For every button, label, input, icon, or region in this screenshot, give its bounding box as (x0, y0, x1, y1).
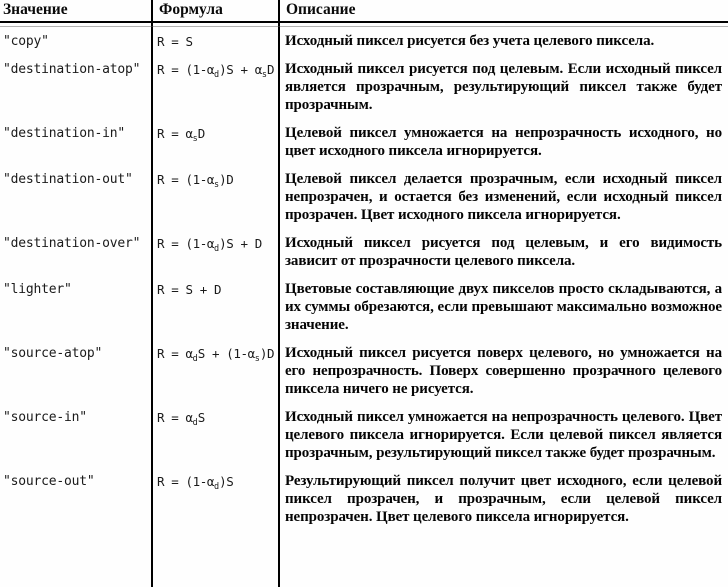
formula-subscript: d (214, 244, 220, 254)
formula-cell: $R = \alpha_dS + (1-\alpha_s)D$ (157, 346, 275, 364)
description-cell: Исходный пиксел рисуется без учета целевого пиксела. (285, 33, 655, 49)
table-header-row (0, 0, 728, 23)
table-row (0, 234, 728, 270)
value-cell: "destination-in" (3, 126, 126, 141)
value-cell: "copy" (3, 34, 49, 49)
table-body (0, 23, 728, 526)
description-cell: Исходный пиксел рисуется поверх целевого, но умножается на его непрозрачность. Поверх совершенно прозрачного целевого пиксела ничего не рисуется. (285, 345, 722, 397)
formula-subscript: d (192, 418, 198, 428)
value-cell: "source-in" (3, 410, 87, 425)
column-header-value: Значение (3, 1, 68, 18)
formula-cell: $R = (1-\alpha_d)S$ (157, 474, 234, 492)
formula-subscript: d (214, 70, 220, 80)
column-divider-2 (278, 0, 280, 587)
value-cell: "destination-over" (3, 236, 141, 251)
formula-subscript: s (261, 70, 268, 80)
description-cell: Целевой пиксел делается прозрачным, если исходный пиксел непрозрачен, и остается без изменений, если исходный пиксел прозрачен. Цвет исходного пиксела игнорируется. (285, 171, 722, 223)
description-cell: Целевой пиксел умножается на непрозрачность исходного, но цвет исходного пиксела игнорируется. (285, 125, 722, 159)
description-cell: Исходный пиксел умножается на непрозрачность целевого. Цвет целевого пиксела игнорируется. Если целевой пиксел является прозрачным, результирующий пиксел также будет прозрачным. (285, 409, 722, 461)
table-row (0, 408, 728, 462)
formula-subscript: s (214, 180, 220, 190)
value-cell: "destination-out" (3, 172, 133, 187)
formula-cell: R = S + D (157, 282, 222, 297)
value-cell: "destination-atop" (3, 62, 141, 77)
header-rule-echo (0, 26, 728, 27)
formula-cell: $R = \alpha_dS$ (157, 410, 205, 428)
description-cell: Исходный пиксел рисуется под целевым. Если исходный пиксел является прозрачным, результирующий пиксел также будет прозрачным. (285, 61, 722, 113)
formula-subscript: s (192, 134, 198, 144)
description-cell: Исходный пиксел рисуется под целевым, и его видимость зависит от прозрачности целевого пиксела. (285, 235, 722, 269)
column-header-formula: Формула (159, 1, 223, 18)
table-row (0, 170, 728, 224)
description-cell: Цветовые составляющие двух пикселов просто складываются, а их суммы обрезаются, если превышают максимально возможное значение. (285, 281, 722, 333)
formula-cell: $R = (1-\alpha_s)D$ (157, 172, 234, 190)
formula-cell: $R = (1-\alpha_d)S + \alpha_sD$ (157, 62, 275, 80)
formula-subscript: d (192, 354, 198, 364)
description-cell: Результирующий пиксел получит цвет исходного, если целевой пиксел прозрачен, и прозрачным, если целевой пиксел непрозрачен. Цвет целевого пиксела игнорируется. (285, 473, 722, 525)
table-row (0, 124, 728, 160)
column-header-description: Описание (286, 1, 356, 18)
value-cell: "lighter" (3, 282, 72, 297)
table-row (0, 60, 728, 114)
formula-subscript: s (254, 354, 260, 364)
formula-cell: $R = \alpha_sD$ (157, 126, 205, 144)
formula-subscript: d (214, 482, 220, 492)
table-row (0, 32, 728, 50)
value-cell: "source-atop" (3, 346, 103, 361)
table-row (0, 280, 728, 334)
table-row (0, 344, 728, 398)
column-divider-1 (151, 0, 153, 587)
formula-cell: $R = (1-\alpha_d)S + D$ (157, 236, 262, 254)
value-cell: "source-out" (3, 474, 95, 489)
table-row (0, 472, 728, 526)
formula-cell: R = S (157, 34, 193, 49)
